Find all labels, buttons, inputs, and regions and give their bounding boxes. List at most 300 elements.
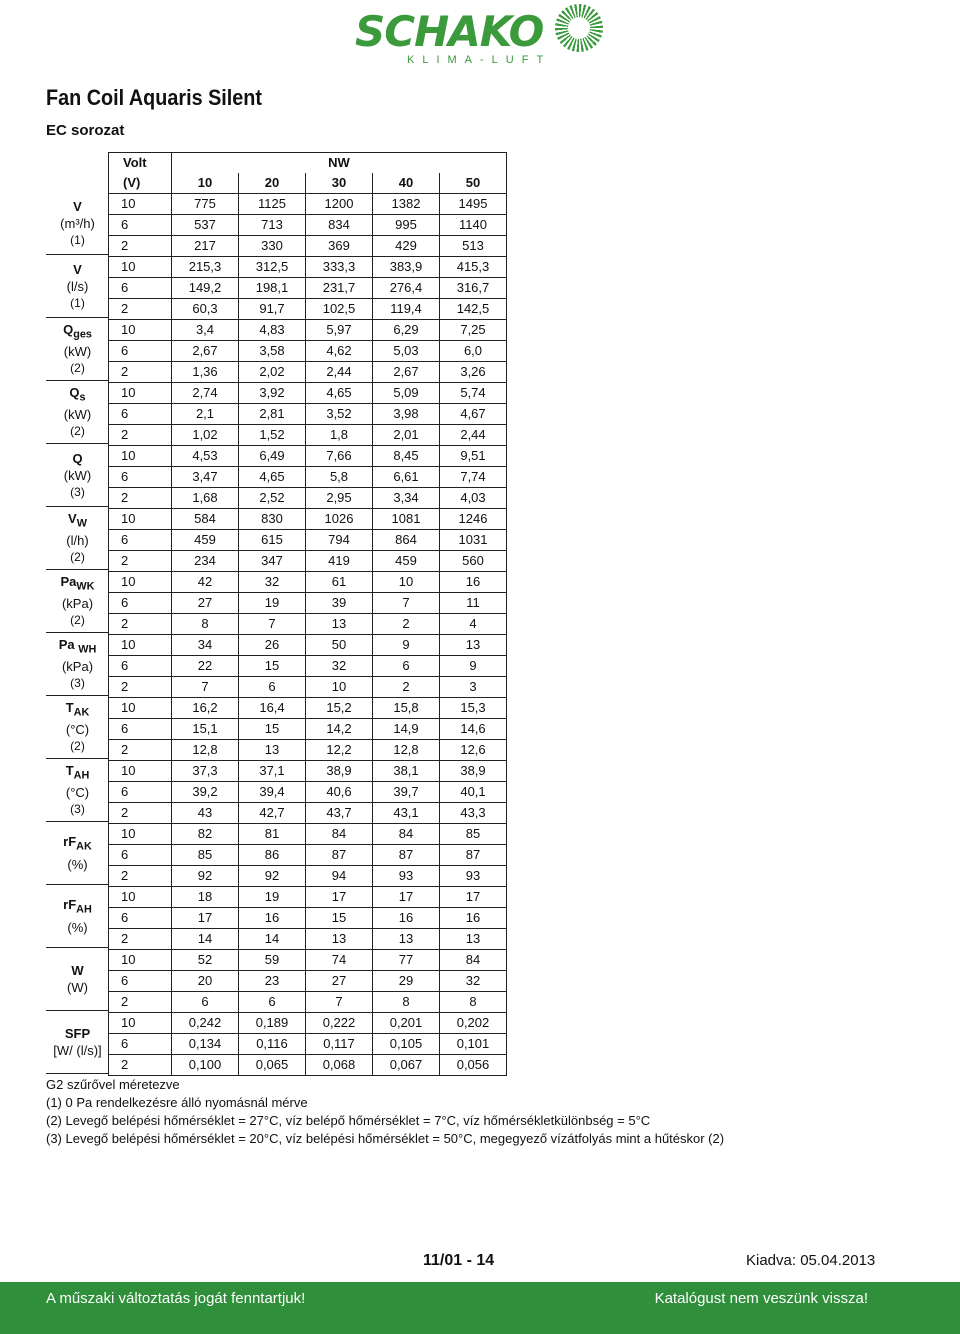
voltage-cell: 6 — [109, 467, 172, 488]
value-cell: 43 — [172, 803, 239, 824]
value-cell: 119,4 — [373, 299, 440, 320]
value-cell: 7 — [239, 614, 306, 635]
value-cell: 8 — [373, 992, 440, 1013]
row-group-label — [46, 507, 109, 570]
value-cell: 15,2 — [306, 698, 373, 719]
voltage-cell: 10 — [109, 257, 172, 278]
value-cell: 74 — [306, 950, 373, 971]
value-cell: 14,9 — [373, 719, 440, 740]
value-cell: 459 — [373, 551, 440, 572]
quantity-symbol: W — [71, 963, 84, 978]
value-cell: 3,26 — [440, 362, 507, 383]
value-cell: 347 — [239, 551, 306, 572]
table-row — [109, 236, 507, 257]
quantity-note: (2) — [70, 550, 85, 565]
value-cell: 4,83 — [239, 320, 306, 341]
voltage-cell: 10 — [109, 698, 172, 719]
value-cell: 20 — [172, 971, 239, 992]
value-cell: 231,7 — [306, 278, 373, 299]
value-cell: 2,67 — [172, 341, 239, 362]
value-cell: 50 — [306, 635, 373, 656]
value-cell: 9,51 — [440, 446, 507, 467]
table-row — [109, 614, 507, 635]
value-cell: 9 — [373, 635, 440, 656]
value-cell: 16 — [440, 908, 507, 929]
value-cell: 29 — [373, 971, 440, 992]
value-cell: 27 — [172, 593, 239, 614]
quantity-symbol: SFP — [64, 1026, 91, 1041]
value-cell: 15,1 — [172, 719, 239, 740]
quantity-subscript: WH — [78, 643, 97, 656]
value-cell: 5,09 — [373, 383, 440, 404]
value-cell: 16 — [440, 572, 507, 593]
row-label-column — [46, 192, 109, 1074]
table-row — [109, 404, 507, 425]
quantity-symbol: Q — [72, 450, 83, 466]
value-cell: 5,97 — [306, 320, 373, 341]
size-header: 40 — [373, 173, 440, 194]
table-row — [109, 467, 507, 488]
quantity-unit: (%) — [67, 919, 88, 935]
value-cell: 3,47 — [172, 467, 239, 488]
value-cell: 32 — [440, 971, 507, 992]
value-cell: 3,52 — [306, 404, 373, 425]
table-row — [109, 656, 507, 677]
table-row — [109, 635, 507, 656]
value-cell: 23 — [239, 971, 306, 992]
row-group-label — [46, 885, 109, 948]
quantity-note: (3) — [70, 484, 85, 499]
voltage-cell: 10 — [109, 761, 172, 782]
table-row — [109, 320, 507, 341]
row-group-label — [46, 570, 109, 633]
row-group-label — [46, 255, 109, 318]
value-cell: 93 — [373, 866, 440, 887]
voltage-cell: 10 — [109, 446, 172, 467]
footnote-2: (2) Levegő belépési hőmérséklet = 27°C, víz belépő hőmérséklet = 7°C, víz hőmérsékletkülönbség = 5°C — [46, 1113, 651, 1128]
quantity-unit: (kPa) — [61, 596, 94, 612]
value-cell: 6 — [239, 992, 306, 1013]
value-cell: 12,2 — [306, 740, 373, 761]
value-cell: 12,8 — [172, 740, 239, 761]
table-row — [109, 845, 507, 866]
voltage-cell: 6 — [109, 782, 172, 803]
table-row — [109, 383, 507, 404]
table-row — [109, 257, 507, 278]
value-cell: 7,74 — [440, 467, 507, 488]
value-cell: 60,3 — [172, 299, 239, 320]
value-cell: 14 — [172, 929, 239, 950]
value-cell: 3,4 — [172, 320, 239, 341]
quantity-symbol: Pa — [60, 573, 77, 589]
value-cell: 217 — [172, 236, 239, 257]
voltage-cell: 2 — [109, 614, 172, 635]
quantity-unit: (°C) — [65, 722, 90, 738]
footnote-1: (1) 0 Pa rendelkezésre álló nyomásnál mérve — [46, 1095, 308, 1110]
table-row — [109, 1055, 507, 1076]
value-cell: 2 — [373, 677, 440, 698]
value-cell: 0,117 — [306, 1034, 373, 1055]
voltage-cell: 10 — [109, 509, 172, 530]
quantity-subscript: WK — [76, 580, 95, 593]
value-cell: 84 — [373, 824, 440, 845]
table-row — [109, 782, 507, 803]
voltage-cell: 6 — [109, 593, 172, 614]
voltage-cell: 2 — [109, 677, 172, 698]
value-cell: 87 — [440, 845, 507, 866]
value-cell: 7 — [373, 593, 440, 614]
voltage-cell: 2 — [109, 236, 172, 257]
value-cell: 3,98 — [373, 404, 440, 425]
quantity-symbol: Pa — [58, 636, 79, 652]
value-cell: 15,8 — [373, 698, 440, 719]
voltage-cell: 10 — [109, 635, 172, 656]
voltage-cell: 6 — [109, 278, 172, 299]
voltage-cell: 2 — [109, 929, 172, 950]
value-cell: 13 — [239, 740, 306, 761]
value-cell: 13 — [440, 929, 507, 950]
value-cell: 2 — [373, 614, 440, 635]
value-cell: 4,53 — [172, 446, 239, 467]
value-cell: 2,01 — [373, 425, 440, 446]
voltage-cell: 2 — [109, 803, 172, 824]
value-cell: 794 — [306, 530, 373, 551]
row-group-label — [46, 696, 109, 759]
value-cell: 1,36 — [172, 362, 239, 383]
table-row — [109, 740, 507, 761]
value-cell: 13 — [440, 635, 507, 656]
value-cell: 52 — [172, 950, 239, 971]
value-cell: 5,74 — [440, 383, 507, 404]
value-cell: 40,6 — [306, 782, 373, 803]
voltage-cell: 6 — [109, 908, 172, 929]
table-row — [109, 572, 507, 593]
table-row — [109, 992, 507, 1013]
value-cell: 1246 — [440, 509, 507, 530]
value-cell: 85 — [440, 824, 507, 845]
value-cell: 0,105 — [373, 1034, 440, 1055]
value-cell: 16 — [239, 908, 306, 929]
value-cell: 22 — [172, 656, 239, 677]
table-row — [109, 194, 507, 215]
value-cell: 6,49 — [239, 446, 306, 467]
value-cell: 16 — [373, 908, 440, 929]
value-cell: 17 — [306, 887, 373, 908]
value-cell: 276,4 — [373, 278, 440, 299]
quantity-unit: (kPa) — [61, 659, 94, 675]
voltage-cell: 6 — [109, 215, 172, 236]
value-cell: 0,189 — [239, 1013, 306, 1034]
value-cell: 59 — [239, 950, 306, 971]
table-row — [109, 1034, 507, 1055]
value-cell: 1200 — [306, 194, 373, 215]
value-cell: 94 — [306, 866, 373, 887]
value-cell: 82 — [172, 824, 239, 845]
quantity-note: (2) — [70, 424, 85, 439]
table-row — [109, 887, 507, 908]
value-cell: 93 — [440, 866, 507, 887]
value-cell: 9 — [440, 656, 507, 677]
header-row-2 — [109, 173, 507, 194]
voltage-cell: 10 — [109, 1013, 172, 1034]
value-cell: 15 — [239, 656, 306, 677]
quantity-symbol: T — [65, 699, 74, 715]
issue-date: Kiadva: 05.04.2013 — [746, 1252, 876, 1269]
value-cell: 3,34 — [373, 488, 440, 509]
quantity-symbol: Q — [69, 384, 80, 400]
schako-logo — [355, 2, 605, 72]
voltage-cell: 10 — [109, 887, 172, 908]
value-cell: 1,68 — [172, 488, 239, 509]
value-cell: 513 — [440, 236, 507, 257]
value-cell: 2,1 — [172, 404, 239, 425]
value-cell: 16,2 — [172, 698, 239, 719]
voltage-cell: 6 — [109, 845, 172, 866]
quantity-note: (2) — [70, 739, 85, 754]
value-cell: 7,66 — [306, 446, 373, 467]
table-row — [109, 299, 507, 320]
value-cell: 429 — [373, 236, 440, 257]
size-header: 50 — [440, 173, 507, 194]
row-group-label — [46, 633, 109, 696]
quantity-subscript: AK — [73, 706, 90, 719]
value-cell: 13 — [373, 929, 440, 950]
value-cell: 4,65 — [239, 467, 306, 488]
value-cell: 77 — [373, 950, 440, 971]
value-cell: 37,3 — [172, 761, 239, 782]
table-row — [109, 362, 507, 383]
value-cell: 81 — [239, 824, 306, 845]
voltage-cell: 10 — [109, 572, 172, 593]
value-cell: 316,7 — [440, 278, 507, 299]
table-row — [109, 425, 507, 446]
value-cell: 0,100 — [172, 1055, 239, 1076]
voltage-cell: 6 — [109, 971, 172, 992]
value-cell: 415,3 — [440, 257, 507, 278]
value-cell: 11 — [440, 593, 507, 614]
value-cell: 39,2 — [172, 782, 239, 803]
volt-label: Volt — [109, 153, 172, 174]
voltage-cell: 10 — [109, 824, 172, 845]
quantity-note: (2) — [70, 361, 85, 376]
quantity-note: (1) — [70, 295, 85, 310]
row-group-label — [46, 1011, 109, 1074]
table-row — [109, 1013, 507, 1034]
value-cell: 17 — [373, 887, 440, 908]
value-cell: 0,222 — [306, 1013, 373, 1034]
voltage-cell: 2 — [109, 362, 172, 383]
value-cell: 0,134 — [172, 1034, 239, 1055]
value-cell: 5,03 — [373, 341, 440, 362]
value-cell: 419 — [306, 551, 373, 572]
value-cell: 0,101 — [440, 1034, 507, 1055]
voltage-cell: 2 — [109, 992, 172, 1013]
value-cell: 312,5 — [239, 257, 306, 278]
value-cell: 369 — [306, 236, 373, 257]
value-cell: 17 — [172, 908, 239, 929]
value-cell: 149,2 — [172, 278, 239, 299]
table-row — [109, 551, 507, 572]
table-row — [109, 215, 507, 236]
voltage-cell: 6 — [109, 656, 172, 677]
value-cell: 4 — [440, 614, 507, 635]
table-row — [109, 971, 507, 992]
table-row — [109, 698, 507, 719]
value-cell: 1125 — [239, 194, 306, 215]
table-row — [109, 866, 507, 887]
row-group-label — [46, 444, 109, 507]
value-cell: 4,65 — [306, 383, 373, 404]
size-header: 30 — [306, 173, 373, 194]
value-cell: 19 — [239, 593, 306, 614]
value-cell: 37,1 — [239, 761, 306, 782]
value-cell: 16,4 — [239, 698, 306, 719]
value-cell: 713 — [239, 215, 306, 236]
value-cell: 584 — [172, 509, 239, 530]
value-cell: 10 — [306, 677, 373, 698]
size-header: 10 — [172, 173, 239, 194]
logo-wordmark: SCHAKO — [355, 7, 544, 56]
table-row — [109, 950, 507, 971]
voltage-cell: 6 — [109, 1034, 172, 1055]
value-cell: 14,6 — [440, 719, 507, 740]
value-cell: 0,068 — [306, 1055, 373, 1076]
value-cell: 0,242 — [172, 1013, 239, 1034]
value-cell: 32 — [306, 656, 373, 677]
value-cell: 13 — [306, 929, 373, 950]
footnote-3: (3) Levegő belépési hőmérséklet = 20°C, víz belépési hőmérséklet = 50°C, megegyező vízátfolyás mint a hűtéskor (2) — [46, 1131, 725, 1146]
value-cell: 215,3 — [172, 257, 239, 278]
value-cell: 333,3 — [306, 257, 373, 278]
quantity-subscript: W — [76, 517, 87, 530]
value-cell: 0,056 — [440, 1055, 507, 1076]
value-cell: 26 — [239, 635, 306, 656]
table-row — [109, 509, 507, 530]
value-cell: 14,2 — [306, 719, 373, 740]
value-cell: 537 — [172, 215, 239, 236]
value-cell: 4,03 — [440, 488, 507, 509]
table-row — [109, 761, 507, 782]
value-cell: 39,7 — [373, 782, 440, 803]
quantity-subscript: AH — [73, 769, 90, 782]
voltage-cell: 10 — [109, 950, 172, 971]
value-cell: 27 — [306, 971, 373, 992]
value-cell: 38,1 — [373, 761, 440, 782]
value-cell: 2,52 — [239, 488, 306, 509]
value-cell: 86 — [239, 845, 306, 866]
voltage-cell: 10 — [109, 194, 172, 215]
value-cell: 2,67 — [373, 362, 440, 383]
value-cell: 42,7 — [239, 803, 306, 824]
value-cell: 84 — [306, 824, 373, 845]
value-cell: 0,202 — [440, 1013, 507, 1034]
voltage-cell: 6 — [109, 719, 172, 740]
table-row — [109, 593, 507, 614]
value-cell: 0,201 — [373, 1013, 440, 1034]
page-title: Fan Coil Aquaris Silent — [46, 85, 262, 110]
value-cell: 1,02 — [172, 425, 239, 446]
quantity-symbol: rF — [63, 834, 77, 850]
quantity-symbol: V — [73, 198, 82, 214]
row-group-label — [46, 948, 109, 1011]
value-cell: 7 — [306, 992, 373, 1013]
table-row — [109, 803, 507, 824]
value-cell: 1081 — [373, 509, 440, 530]
value-cell: 1495 — [440, 194, 507, 215]
value-cell: 234 — [172, 551, 239, 572]
value-cell: 34 — [172, 635, 239, 656]
voltage-cell: 10 — [109, 320, 172, 341]
header-row-1 — [109, 153, 507, 174]
quantity-subscript: ges — [73, 328, 92, 341]
value-cell: 85 — [172, 845, 239, 866]
value-cell: 198,1 — [239, 278, 306, 299]
value-cell: 864 — [373, 530, 440, 551]
value-cell: 830 — [239, 509, 306, 530]
value-cell: 142,5 — [440, 299, 507, 320]
value-cell: 3,92 — [239, 383, 306, 404]
table-row — [109, 530, 507, 551]
value-cell: 0,065 — [239, 1055, 306, 1076]
quantity-unit: (°C) — [65, 785, 90, 801]
quantity-subscript: AH — [76, 903, 92, 916]
quantity-unit: (kW) — [63, 344, 92, 360]
quantity-note: (3) — [70, 676, 85, 691]
quantity-subscript: s — [79, 391, 86, 404]
footer-right-text: Katalógust nem veszünk vissza! — [654, 1290, 868, 1307]
page-number: 11/01 - 14 — [423, 1252, 495, 1269]
voltage-cell: 2 — [109, 740, 172, 761]
value-cell: 1026 — [306, 509, 373, 530]
value-cell: 43,3 — [440, 803, 507, 824]
quantity-note: (2) — [70, 613, 85, 628]
table-row — [109, 719, 507, 740]
value-cell: 8 — [172, 614, 239, 635]
value-cell: 87 — [373, 845, 440, 866]
value-cell: 87 — [306, 845, 373, 866]
table-row — [109, 488, 507, 509]
quantity-note: (3) — [70, 802, 85, 817]
value-cell: 834 — [306, 215, 373, 236]
value-cell: 1,8 — [306, 425, 373, 446]
value-cell: 19 — [239, 887, 306, 908]
value-cell: 7,25 — [440, 320, 507, 341]
voltage-cell: 2 — [109, 299, 172, 320]
voltage-cell: 2 — [109, 866, 172, 887]
value-cell: 383,9 — [373, 257, 440, 278]
value-cell: 1140 — [440, 215, 507, 236]
value-cell: 1031 — [440, 530, 507, 551]
sun-icon — [555, 4, 603, 52]
value-cell: 32 — [239, 572, 306, 593]
row-group-label — [46, 759, 109, 822]
value-cell: 14 — [239, 929, 306, 950]
value-cell: 43,1 — [373, 803, 440, 824]
footnote-filter: G2 szűrővel méretezve — [46, 1077, 180, 1092]
value-cell: 1,52 — [239, 425, 306, 446]
voltage-cell: 10 — [109, 383, 172, 404]
value-cell: 38,9 — [440, 761, 507, 782]
quantity-symbol: Q — [63, 321, 74, 337]
table-row — [109, 929, 507, 950]
value-cell: 0,116 — [239, 1034, 306, 1055]
value-cell: 15 — [306, 908, 373, 929]
value-cell: 2,02 — [239, 362, 306, 383]
value-cell: 10 — [373, 572, 440, 593]
value-cell: 615 — [239, 530, 306, 551]
value-cell: 775 — [172, 194, 239, 215]
value-cell: 995 — [373, 215, 440, 236]
